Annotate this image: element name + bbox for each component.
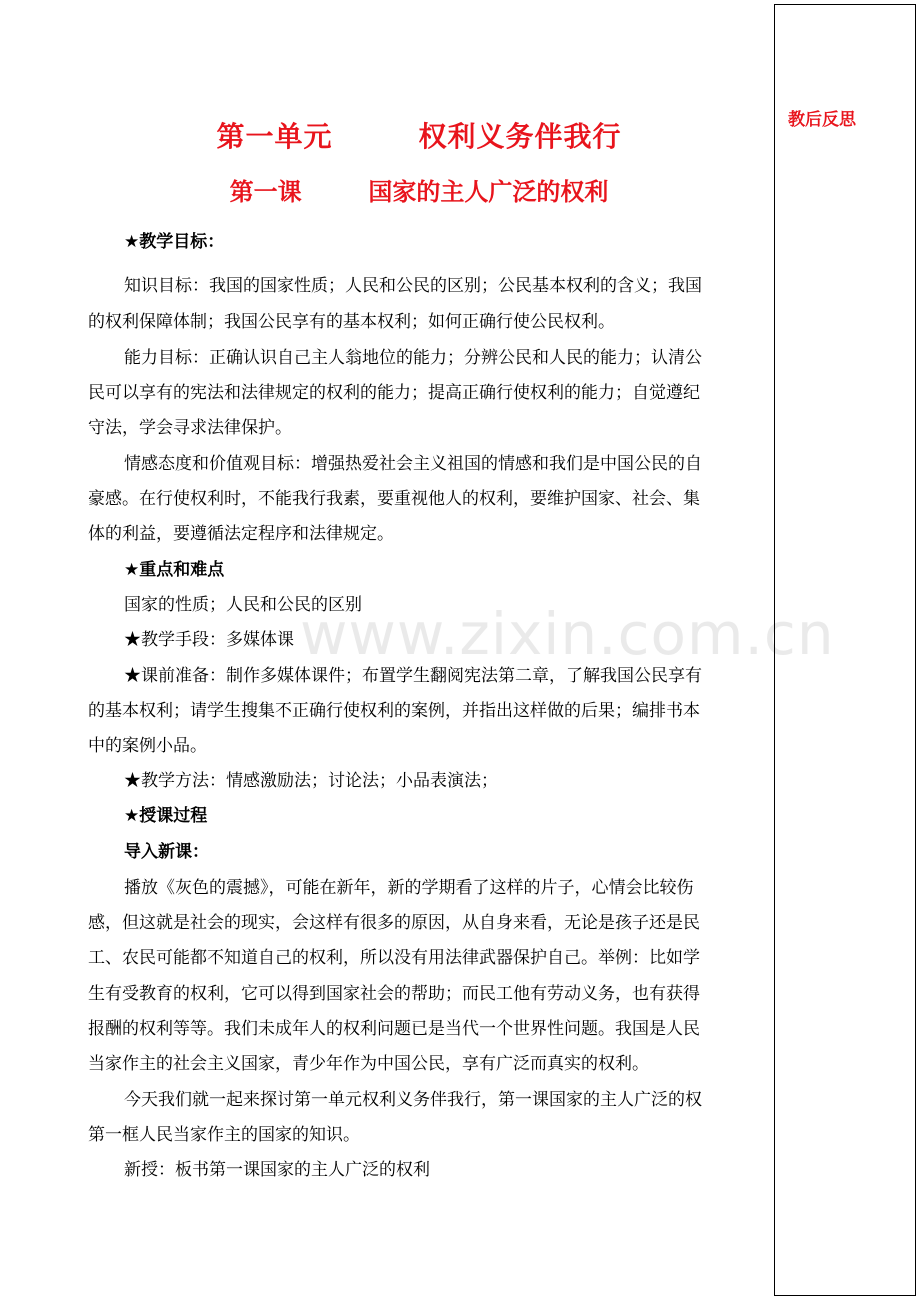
paragraph-line: 的权利保障体制；我国公民享有的基本权利；如何正确行使公民权利。 — [88, 312, 615, 332]
paragraph-line: 守法，学会寻求法律保护。 — [88, 418, 292, 438]
paragraph-line: 工、农民可能都不知道自己的权利，所以没有用法律武器保护自己。举例：比如学 — [88, 948, 700, 968]
section-heading-objectives: ★教学目标： — [124, 232, 225, 252]
reflection-column — [774, 4, 916, 1296]
section-heading-intro: 导入新课： — [124, 842, 209, 862]
paragraph-line: 知识目标：我国的国家性质；人民和公民的区别；公民基本权利的含义；我国 — [124, 276, 702, 296]
paragraph-line: 能力目标：正确认识自己主人翁地位的能力；分辨公民和人民的能力；认清公 — [124, 348, 702, 368]
paragraph-line: 当家作主的社会主义国家，青少年作为中国公民，享有广泛而真实的权利。 — [88, 1054, 649, 1074]
paragraph-line: 第一框人民当家作主的国家的知识。 — [88, 1125, 360, 1145]
paragraph-line: 报酬的权利等等。我们未成年人的权利问题已是当代一个世界性问题。我国是人民 — [88, 1019, 700, 1039]
paragraph-line: 民可以享有的宪法和法律规定的权利的能力；提高正确行使权利的能力；自觉遵纪 — [88, 383, 700, 403]
paragraph-line: 播放《灰色的震撼》，可能在新年，新的学期看了这样的片子，心情会比较伤 — [124, 878, 694, 898]
reflection-title: 教后反思 — [788, 110, 856, 130]
paragraph-line: 国家的性质；人民和公民的区别 — [124, 595, 362, 615]
paragraph-line: 体的利益，要遵循法定程序和法律规定。 — [88, 524, 394, 544]
paragraph-line: 中的案例小品。 — [88, 736, 207, 756]
paragraph-line: 豪感。在行使权利时，不能我行我素，要重视他人的权利，要维护国家、社会、集 — [88, 489, 700, 509]
paragraph-line: 新授：板书第一课国家的主人广泛的权利 — [124, 1160, 430, 1180]
section-heading-keypoints: ★重点和难点 — [124, 560, 225, 580]
paragraph-line: 感，但这就是社会的现实，会这样有很多的原因，从自身来看，无论是孩子还是民 — [88, 913, 700, 933]
paragraph-line: 的基本权利；请学生搜集不正确行使权利的案例，并指出这样做的后果；编排书本 — [88, 701, 700, 721]
paragraph-line: ★教学方法：情感激励法；讨论法；小品表演法； — [124, 771, 498, 791]
paragraph-line: 今天我们就一起来探讨第一单元权利义务伴我行，第一课国家的主人广泛的权 — [124, 1090, 702, 1110]
paragraph-line: ★课前准备：制作多媒体课件；布置学生翻阅宪法第二章，了解我国公民享有 — [124, 666, 702, 686]
unit-title: 第一单元 权利义务伴我行 — [216, 120, 622, 153]
paragraph-line: ★教学手段：多媒体课 — [124, 630, 294, 650]
watermark: www.zixin.com.cn — [300, 600, 835, 668]
paragraph-line: 情感态度和价值观目标：增强热爱社会主义祖国的情感和我们是中国公民的自 — [124, 454, 702, 474]
lesson-title: 第一课 国家的主人广泛的权利 — [229, 178, 609, 206]
section-heading-process: ★授课过程 — [124, 806, 208, 826]
paragraph-line: 生有受教育的权利，它可以得到国家社会的帮助；而民工他有劳动义务，也有获得 — [88, 984, 700, 1004]
